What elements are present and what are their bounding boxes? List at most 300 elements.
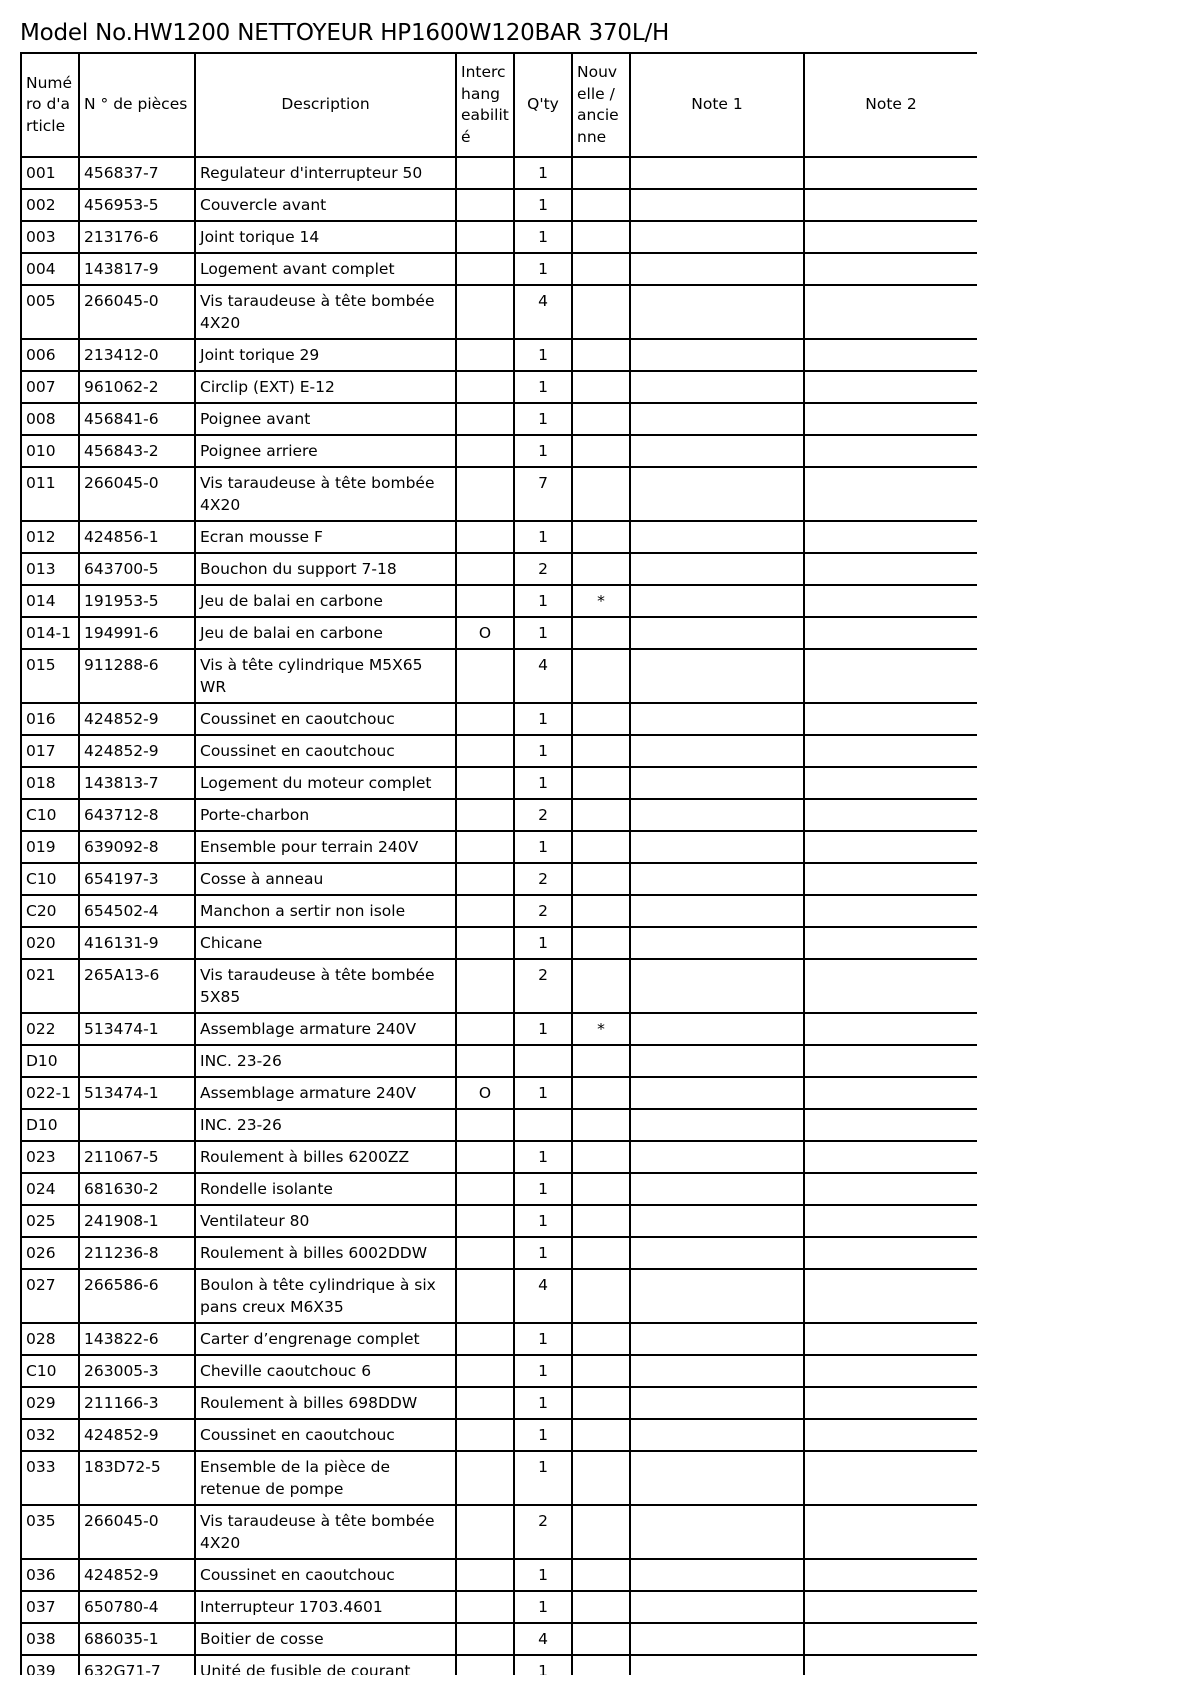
- cell-note-1: [630, 1387, 804, 1419]
- cell-part-number: 211067-5: [79, 1141, 195, 1173]
- cell-item-number: 002: [21, 189, 79, 221]
- cell-interchangeability: [456, 1045, 514, 1077]
- cell-new-old: [572, 371, 630, 403]
- cell-item-number: 023: [21, 1141, 79, 1173]
- table-row: [21, 1355, 977, 1387]
- cell-description: Vis taraudeuse à tête bombée 4X20: [195, 467, 456, 521]
- cell-part-number: 513474-1: [79, 1013, 195, 1045]
- cell-interchangeability: [456, 403, 514, 435]
- cell-new-old: [572, 735, 630, 767]
- cell-part-number: 213176-6: [79, 221, 195, 253]
- cell-new-old: [572, 1559, 630, 1591]
- cell-note-1: [630, 767, 804, 799]
- cell-new-old: [572, 1173, 630, 1205]
- cell-description: Boitier de cosse: [195, 1623, 456, 1655]
- header-part-number: N ° de pièces: [79, 53, 195, 157]
- cell-part-number: 650780-4: [79, 1591, 195, 1623]
- cell-interchangeability: [456, 863, 514, 895]
- cell-note-1: [630, 831, 804, 863]
- cell-new-old: [572, 1237, 630, 1269]
- cell-item-number: 027: [21, 1269, 79, 1323]
- cell-note-1: [630, 863, 804, 895]
- cell-note-1: [630, 1655, 804, 1675]
- cell-interchangeability: [456, 735, 514, 767]
- cell-item-number: 014: [21, 585, 79, 617]
- cell-new-old: [572, 221, 630, 253]
- cell-description: Jeu de balai en carbone: [195, 585, 456, 617]
- cell-new-old: [572, 1109, 630, 1141]
- cell-note-1: [630, 1559, 804, 1591]
- cell-note-1: [630, 735, 804, 767]
- cell-interchangeability: [456, 831, 514, 863]
- cell-quantity: 1: [514, 371, 572, 403]
- table-row: [21, 1077, 977, 1109]
- cell-interchangeability: [456, 435, 514, 467]
- cell-part-number: 143813-7: [79, 767, 195, 799]
- cell-item-number: 028: [21, 1323, 79, 1355]
- cell-description: Cheville caoutchouc 6: [195, 1355, 456, 1387]
- cell-note-2: [804, 285, 977, 339]
- cell-item-number: 015: [21, 649, 79, 703]
- cell-part-number: 183D72-5: [79, 1451, 195, 1505]
- cell-quantity: 2: [514, 553, 572, 585]
- cell-new-old: [572, 1045, 630, 1077]
- cell-quantity: 2: [514, 959, 572, 1013]
- cell-note-1: [630, 467, 804, 521]
- cell-item-number: 004: [21, 253, 79, 285]
- cell-new-old: [572, 1387, 630, 1419]
- cell-part-number: 643712-8: [79, 799, 195, 831]
- cell-note-1: [630, 221, 804, 253]
- cell-new-old: [572, 1205, 630, 1237]
- cell-item-number: 035: [21, 1505, 79, 1559]
- cell-note-1: [630, 1323, 804, 1355]
- cell-quantity: 1: [514, 339, 572, 371]
- cell-part-number: 213412-0: [79, 339, 195, 371]
- cell-note-2: [804, 959, 977, 1013]
- cell-part-number: 143822-6: [79, 1323, 195, 1355]
- cell-interchangeability: [456, 1109, 514, 1141]
- cell-description: Poignee arriere: [195, 435, 456, 467]
- cell-interchangeability: [456, 553, 514, 585]
- cell-part-number: 194991-6: [79, 617, 195, 649]
- table-row: [21, 927, 977, 959]
- table-row: [21, 585, 977, 617]
- cell-note-1: [630, 1623, 804, 1655]
- cell-item-number: 021: [21, 959, 79, 1013]
- table-row: [21, 1655, 977, 1675]
- cell-part-number: 241908-1: [79, 1205, 195, 1237]
- cell-note-2: [804, 403, 977, 435]
- cell-new-old: [572, 895, 630, 927]
- cell-new-old: [572, 467, 630, 521]
- cell-note-2: [804, 1387, 977, 1419]
- cell-new-old: [572, 799, 630, 831]
- table-row: [21, 1323, 977, 1355]
- cell-item-number: C10: [21, 1355, 79, 1387]
- cell-new-old: [572, 1419, 630, 1451]
- cell-note-2: [804, 1077, 977, 1109]
- cell-new-old: [572, 189, 630, 221]
- table-row: [21, 285, 977, 339]
- table-row: [21, 863, 977, 895]
- cell-note-1: [630, 799, 804, 831]
- cell-part-number: 456953-5: [79, 189, 195, 221]
- cell-new-old: [572, 863, 630, 895]
- cell-new-old: [572, 927, 630, 959]
- table-row: [21, 1237, 977, 1269]
- cell-interchangeability: [456, 1269, 514, 1323]
- table-row: [21, 435, 977, 467]
- cell-part-number: 424852-9: [79, 735, 195, 767]
- cell-note-1: [630, 403, 804, 435]
- cell-quantity: 2: [514, 799, 572, 831]
- cell-item-number: 038: [21, 1623, 79, 1655]
- cell-note-1: [630, 1355, 804, 1387]
- cell-part-number: 266045-0: [79, 285, 195, 339]
- cell-note-2: [804, 1451, 977, 1505]
- cell-note-1: [630, 1451, 804, 1505]
- cell-note-1: [630, 1013, 804, 1045]
- cell-quantity: [514, 1045, 572, 1077]
- header-new-old: Nouvelle / ancienne: [572, 53, 630, 157]
- table-row: [21, 339, 977, 371]
- cell-interchangeability: [456, 703, 514, 735]
- cell-note-1: [630, 1045, 804, 1077]
- cell-interchangeability: [456, 1387, 514, 1419]
- cell-interchangeability: [456, 927, 514, 959]
- cell-interchangeability: [456, 189, 514, 221]
- cell-part-number: 654197-3: [79, 863, 195, 895]
- table-row: [21, 649, 977, 703]
- cell-note-2: [804, 617, 977, 649]
- cell-part-number: 681630-2: [79, 1173, 195, 1205]
- cell-description: Joint torique 29: [195, 339, 456, 371]
- cell-interchangeability: [456, 649, 514, 703]
- cell-description: Cosse à anneau: [195, 863, 456, 895]
- cell-note-1: [630, 253, 804, 285]
- cell-note-1: [630, 585, 804, 617]
- cell-note-1: [630, 1205, 804, 1237]
- table-row: [21, 735, 977, 767]
- cell-note-2: [804, 799, 977, 831]
- cell-note-2: [804, 585, 977, 617]
- cell-quantity: 1: [514, 1559, 572, 1591]
- cell-description: Circlip (EXT) E-12: [195, 371, 456, 403]
- cell-quantity: 1: [514, 1355, 572, 1387]
- cell-note-1: [630, 339, 804, 371]
- cell-part-number: 424852-9: [79, 1419, 195, 1451]
- cell-interchangeability: [456, 1623, 514, 1655]
- cell-interchangeability: [456, 895, 514, 927]
- cell-interchangeability: [456, 959, 514, 1013]
- cell-description: Vis taraudeuse à tête bombée 5X85: [195, 959, 456, 1013]
- cell-note-1: [630, 553, 804, 585]
- cell-item-number: 011: [21, 467, 79, 521]
- cell-new-old: [572, 1355, 630, 1387]
- cell-item-number: 013: [21, 553, 79, 585]
- cell-part-number: 263005-3: [79, 1355, 195, 1387]
- cell-interchangeability: [456, 1323, 514, 1355]
- cell-quantity: 1: [514, 1077, 572, 1109]
- cell-note-2: [804, 1655, 977, 1675]
- cell-part-number: 266045-0: [79, 467, 195, 521]
- cell-description: Rondelle isolante: [195, 1173, 456, 1205]
- cell-part-number: 191953-5: [79, 585, 195, 617]
- cell-item-number: 033: [21, 1451, 79, 1505]
- cell-note-1: [630, 371, 804, 403]
- cell-new-old: [572, 831, 630, 863]
- cell-part-number: 654502-4: [79, 895, 195, 927]
- cell-description: Ensemble pour terrain 240V: [195, 831, 456, 863]
- cell-part-number: 424856-1: [79, 521, 195, 553]
- cell-part-number: 211236-8: [79, 1237, 195, 1269]
- table-row: [21, 1419, 977, 1451]
- cell-note-1: [630, 1419, 804, 1451]
- table-row: [21, 1269, 977, 1323]
- table-row: [21, 1173, 977, 1205]
- cell-description: Bouchon du support 7-18: [195, 553, 456, 585]
- cell-quantity: 1: [514, 1205, 572, 1237]
- table-row: [21, 253, 977, 285]
- cell-interchangeability: [456, 1591, 514, 1623]
- cell-note-1: [630, 157, 804, 189]
- cell-interchangeability: [456, 467, 514, 521]
- table-row: [21, 403, 977, 435]
- cell-quantity: 4: [514, 285, 572, 339]
- cell-note-1: [630, 1505, 804, 1559]
- cell-part-number: 513474-1: [79, 1077, 195, 1109]
- table-row: [21, 553, 977, 585]
- cell-description: Coussinet en caoutchouc: [195, 735, 456, 767]
- cell-item-number: 001: [21, 157, 79, 189]
- cell-quantity: 1: [514, 927, 572, 959]
- table-header: [21, 53, 977, 157]
- header-note-2: Note 2: [804, 53, 977, 157]
- cell-note-2: [804, 1419, 977, 1451]
- cell-new-old: [572, 1269, 630, 1323]
- cell-interchangeability: [456, 1505, 514, 1559]
- cell-description: Vis à tête cylindrique M5X65 WR: [195, 649, 456, 703]
- cell-part-number: 639092-8: [79, 831, 195, 863]
- cell-item-number: 012: [21, 521, 79, 553]
- cell-item-number: 018: [21, 767, 79, 799]
- cell-part-number: 632G71-7: [79, 1655, 195, 1675]
- table-body: [21, 157, 977, 1675]
- cell-note-2: [804, 467, 977, 521]
- cell-item-number: 016: [21, 703, 79, 735]
- cell-note-2: [804, 157, 977, 189]
- cell-description: Logement avant complet: [195, 253, 456, 285]
- cell-note-1: [630, 649, 804, 703]
- cell-interchangeability: O: [456, 617, 514, 649]
- cell-item-number: 025: [21, 1205, 79, 1237]
- cell-quantity: 1: [514, 617, 572, 649]
- cell-note-1: [630, 189, 804, 221]
- cell-part-number: 456843-2: [79, 435, 195, 467]
- table-row: [21, 221, 977, 253]
- cell-new-old: [572, 285, 630, 339]
- cell-note-1: [630, 1591, 804, 1623]
- cell-quantity: 1: [514, 585, 572, 617]
- cell-interchangeability: [456, 1173, 514, 1205]
- cell-new-old: [572, 1505, 630, 1559]
- cell-quantity: 1: [514, 1173, 572, 1205]
- cell-new-old: [572, 521, 630, 553]
- cell-note-2: [804, 1109, 977, 1141]
- cell-interchangeability: [456, 1419, 514, 1451]
- cell-note-2: [804, 703, 977, 735]
- cell-new-old: [572, 435, 630, 467]
- cell-item-number: 022: [21, 1013, 79, 1045]
- cell-new-old: [572, 253, 630, 285]
- cell-new-old: [572, 157, 630, 189]
- cell-new-old: [572, 1655, 630, 1675]
- table-row: [21, 1205, 977, 1237]
- header-note-1: Note 1: [630, 53, 804, 157]
- cell-note-2: [804, 1013, 977, 1045]
- cell-item-number: 017: [21, 735, 79, 767]
- cell-note-2: [804, 253, 977, 285]
- cell-quantity: 1: [514, 435, 572, 467]
- cell-interchangeability: [456, 1559, 514, 1591]
- cell-item-number: 003: [21, 221, 79, 253]
- cell-quantity: 2: [514, 863, 572, 895]
- cell-note-1: [630, 1269, 804, 1323]
- cell-interchangeability: [456, 1013, 514, 1045]
- table-row: [21, 895, 977, 927]
- cell-description: Coussinet en caoutchouc: [195, 703, 456, 735]
- cell-new-old: [572, 617, 630, 649]
- cell-part-number: 266045-0: [79, 1505, 195, 1559]
- cell-item-number: 024: [21, 1173, 79, 1205]
- cell-item-number: 010: [21, 435, 79, 467]
- cell-interchangeability: O: [456, 1077, 514, 1109]
- cell-new-old: *: [572, 585, 630, 617]
- cell-interchangeability: [456, 221, 514, 253]
- table-row: [21, 1109, 977, 1141]
- cell-new-old: [572, 339, 630, 371]
- cell-item-number: 005: [21, 285, 79, 339]
- cell-quantity: 1: [514, 831, 572, 863]
- cell-interchangeability: [456, 157, 514, 189]
- cell-description: INC. 23-26: [195, 1045, 456, 1077]
- cell-part-number: 686035-1: [79, 1623, 195, 1655]
- cell-description: Assemblage armature 240V: [195, 1077, 456, 1109]
- cell-part-number: 643700-5: [79, 553, 195, 585]
- header-description: Description: [195, 53, 456, 157]
- cell-item-number: 020: [21, 927, 79, 959]
- cell-part-number: 143817-9: [79, 253, 195, 285]
- table-row: [21, 157, 977, 189]
- table-row: [21, 959, 977, 1013]
- cell-note-2: [804, 371, 977, 403]
- cell-quantity: 2: [514, 895, 572, 927]
- cell-item-number: 007: [21, 371, 79, 403]
- cell-item-number: C20: [21, 895, 79, 927]
- cell-note-2: [804, 649, 977, 703]
- cell-quantity: 1: [514, 521, 572, 553]
- cell-note-2: [804, 1623, 977, 1655]
- cell-note-2: [804, 735, 977, 767]
- cell-quantity: 1: [514, 1655, 572, 1675]
- cell-new-old: [572, 553, 630, 585]
- cell-description: Roulement à billes 6200ZZ: [195, 1141, 456, 1173]
- cell-quantity: 4: [514, 1269, 572, 1323]
- cell-new-old: [572, 1623, 630, 1655]
- cell-description: Roulement à billes 6002DDW: [195, 1237, 456, 1269]
- cell-description: INC. 23-26: [195, 1109, 456, 1141]
- cell-note-2: [804, 1559, 977, 1591]
- table-row: [21, 1591, 977, 1623]
- cell-new-old: [572, 649, 630, 703]
- cell-quantity: 1: [514, 253, 572, 285]
- cell-part-number: 416131-9: [79, 927, 195, 959]
- cell-note-2: [804, 1355, 977, 1387]
- cell-part-number: 456837-7: [79, 157, 195, 189]
- cell-part-number: 424852-9: [79, 1559, 195, 1591]
- cell-note-2: [804, 189, 977, 221]
- cell-quantity: 1: [514, 1451, 572, 1505]
- cell-item-number: C10: [21, 799, 79, 831]
- cell-quantity: 1: [514, 1323, 572, 1355]
- cell-interchangeability: [456, 1237, 514, 1269]
- cell-note-2: [804, 1237, 977, 1269]
- cell-note-1: [630, 1109, 804, 1141]
- table-row: [21, 767, 977, 799]
- cell-quantity: 4: [514, 649, 572, 703]
- cell-note-1: [630, 927, 804, 959]
- cell-note-2: [804, 767, 977, 799]
- cell-item-number: 014-1: [21, 617, 79, 649]
- cell-quantity: 1: [514, 1013, 572, 1045]
- cell-description: Logement du moteur complet: [195, 767, 456, 799]
- cell-interchangeability: [456, 285, 514, 339]
- cell-new-old: [572, 767, 630, 799]
- cell-item-number: 019: [21, 831, 79, 863]
- cell-new-old: [572, 1591, 630, 1623]
- cell-note-1: [630, 1237, 804, 1269]
- cell-new-old: [572, 1451, 630, 1505]
- table-row: [21, 1559, 977, 1591]
- cell-interchangeability: [456, 521, 514, 553]
- table-row: [21, 1387, 977, 1419]
- cell-interchangeability: [456, 371, 514, 403]
- table-row: [21, 1013, 977, 1045]
- table-row: [21, 189, 977, 221]
- cell-description: Manchon a sertir non isole: [195, 895, 456, 927]
- cell-item-number: 008: [21, 403, 79, 435]
- cell-item-number: 037: [21, 1591, 79, 1623]
- cell-quantity: [514, 1109, 572, 1141]
- cell-note-2: [804, 1205, 977, 1237]
- cell-description: Ventilateur 80: [195, 1205, 456, 1237]
- cell-quantity: 1: [514, 189, 572, 221]
- cell-part-number: 211166-3: [79, 1387, 195, 1419]
- cell-description: Poignee avant: [195, 403, 456, 435]
- cell-description: Coussinet en caoutchouc: [195, 1559, 456, 1591]
- cell-quantity: 1: [514, 403, 572, 435]
- cell-description: Jeu de balai en carbone: [195, 617, 456, 649]
- cell-interchangeability: [456, 339, 514, 371]
- cell-item-number: D10: [21, 1109, 79, 1141]
- cell-note-2: [804, 831, 977, 863]
- cell-note-2: [804, 1269, 977, 1323]
- cell-note-2: [804, 1173, 977, 1205]
- cell-note-2: [804, 1505, 977, 1559]
- cell-part-number: 424852-9: [79, 703, 195, 735]
- cell-note-1: [630, 959, 804, 1013]
